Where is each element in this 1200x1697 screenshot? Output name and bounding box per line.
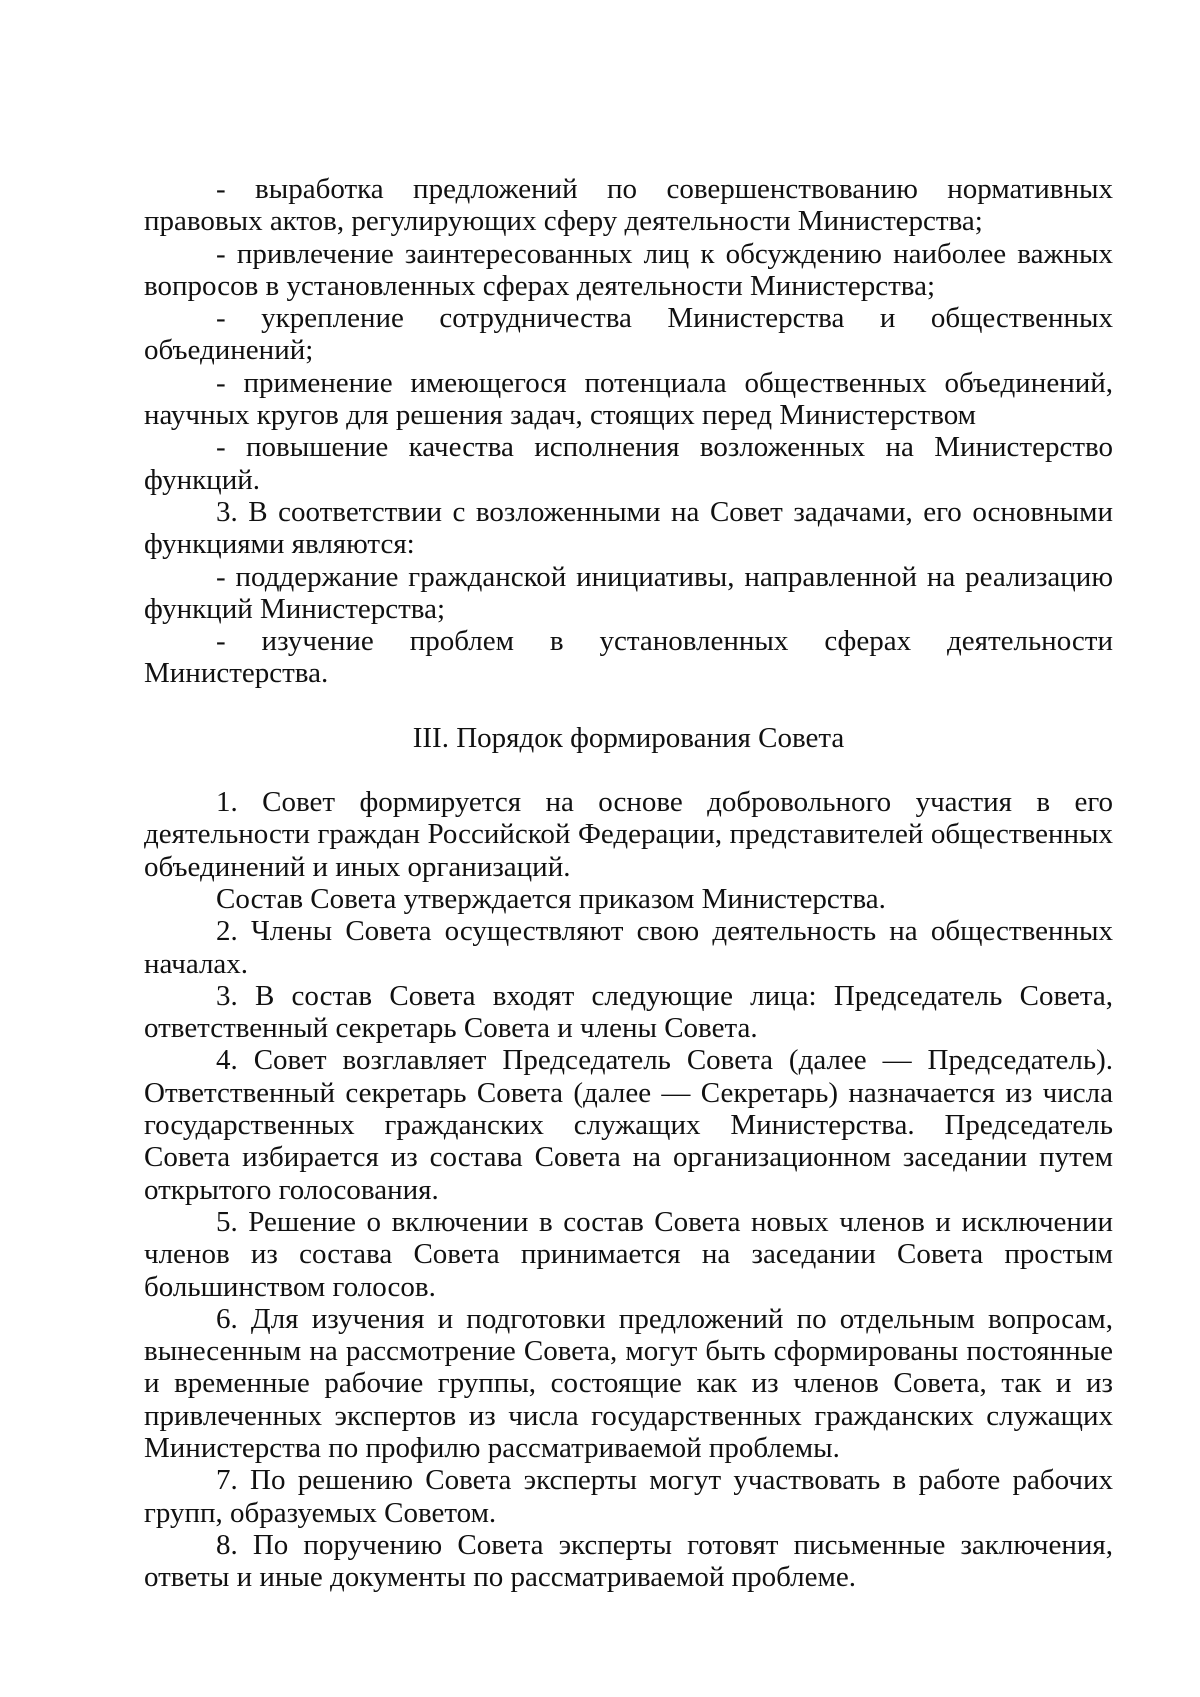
paragraph-working-groups: 6. Для изучения и подготовки предложений по отдельным вопросам, вынесенным на рассмотрение Совета, могут быть сформированы постоянные и временные рабочие группы, состоящие как из членов Совета, так и из привлеченных экспертов из числа государственных гражданских служащих Министерства по профилю рассматриваемой проблемы. [144, 1302, 1113, 1464]
paragraph-study-problems: - изучение проблем в установленных сферах деятельности Министерства. [144, 625, 1113, 690]
paragraph-support-initiative: - поддержание гражданской инициативы, направленной на реализацию функций Министерства; [144, 560, 1113, 625]
paragraph-council-composition-approval: Состав Совета утверждается приказом Министерства. [216, 882, 886, 915]
paragraph-council-membership: 3. В состав Совета входят следующие лица: Председатель Совета, ответственный секретарь Совета и члены Совета. [144, 979, 1113, 1045]
paragraph-council-formation: 1. Совет формируется на основе добровольного участия в его деятельности граждан Российской Федерации, представителей общественных объединений и иных организаций. [144, 786, 1113, 883]
paragraph-improve-quality: - повышение качества исполнения возложенных на Министерство функций. [144, 431, 1113, 496]
section-heading: III. Порядок формирования Совета [412, 721, 845, 754]
paragraph-involve-stakeholders: - привлечение заинтересованных лиц к обсуждению наиболее важных вопросов в установленных сферах деятельности Министерства; [144, 237, 1113, 302]
paragraph-members-voluntary: 2. Члены Совета осуществляют свою деятельность на общественных началах. [144, 915, 1113, 980]
paragraph-proposals-regulation: - выработка предложений по совершенствованию нормативных правовых актов, регулирующих сферу деятельности Министерства; [144, 173, 1113, 238]
document-body [144, 173, 1113, 1593]
paragraph-experts-conclusions: 8. По поручению Совета эксперты готовят письменные заключения, ответы и иные документы по рассматриваемой проблеме. [144, 1528, 1113, 1594]
paragraph-strengthen-cooperation: - укрепление сотрудничества Министерства и общественных объединений; [144, 302, 1113, 367]
paragraph-member-decisions: 5. Решение о включении в состав Совета новых членов и исключении членов из состава Совета принимается на заседании Совета простым большинством голосов. [144, 1205, 1113, 1303]
paragraph-chairman-secretary: 4. Совет возглавляет Председатель Совета (далее — Председатель). Ответственный секретарь Совета (далее — Секретарь) назначается из числа государственных гражданских служащих Министерства. Председатель Совета избирается из состава Совета на организационном заседании путем открытого голосования. [144, 1044, 1113, 1206]
paragraph-main-functions-intro: 3. В соответствии с возложенными на Совет задачами, его основными функциями являются: [144, 495, 1113, 561]
paragraph-use-potential: - применение имеющегося потенциала общественных объединений, научных кругов для решения задач, стоящих перед Министерством [144, 366, 1113, 432]
paragraph-experts-participation: 7. По решению Совета эксперты могут участвовать в работе рабочих групп, образуемых Советом. [144, 1464, 1113, 1529]
